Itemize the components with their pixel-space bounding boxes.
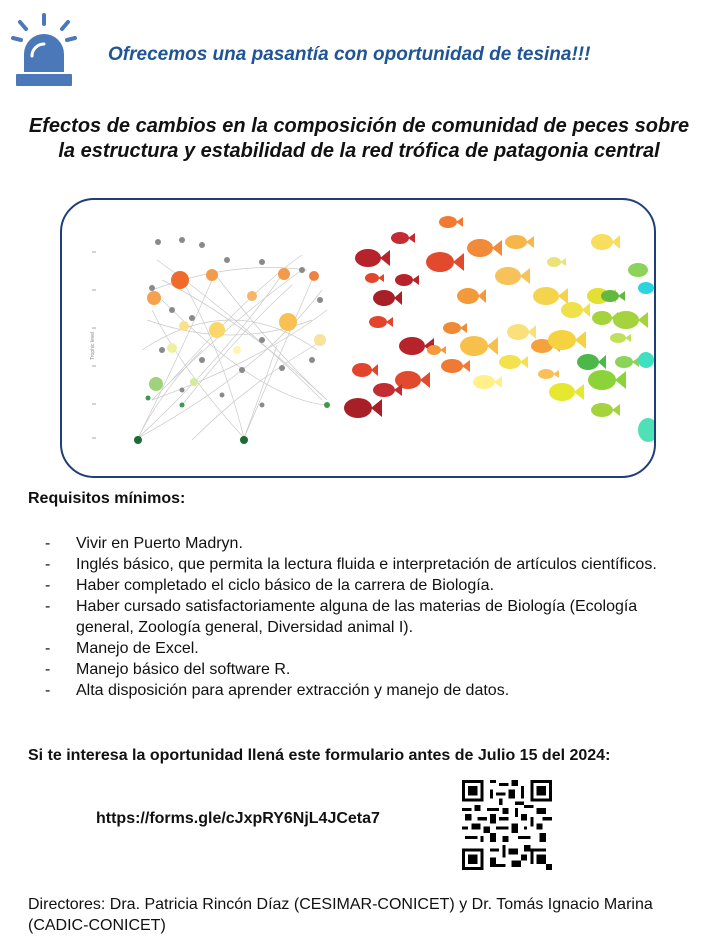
- figure-axis-label: Trophic level: [90, 331, 96, 360]
- siren-alert-icon: [10, 12, 78, 88]
- page-title: Efectos de cambios en la composición de comunidad de peces sobre la estructura y estabilidad de la red trófica de patagonia central: [28, 115, 690, 162]
- list-item: - Manejo básico del software R.: [28, 659, 688, 680]
- food-web-network: [90, 237, 330, 444]
- list-item: - Haber cursado satisfactoriamente alguna de las materias de Biología (Ecología general, Zoología general, Diversidad animal I).: [28, 596, 688, 638]
- directors: Directores: Dra. Patricia Rincón Díaz (CESIMAR-CONICET) y Dr. Tomás Ignacio Marina (CADIC-CONICET): [28, 896, 653, 934]
- list-item: - Manejo de Excel.: [28, 638, 688, 659]
- list-item: - Haber completado el ciclo básico de la carrera de Biología.: [28, 575, 688, 596]
- list-item: - Alta disposición para aprender extracción y manejo de datos.: [28, 680, 688, 701]
- form-link[interactable]: https://forms.gle/cJxpRY6NjL4JCeta7: [96, 810, 380, 827]
- list-item: - Inglés básico, que permita la lectura fluida e interpretación de artículos científicos.: [28, 554, 688, 575]
- figure-panel: [60, 198, 656, 478]
- requirements-list: [28, 533, 688, 701]
- list-item: - Vivir en Puerto Madryn.: [28, 533, 688, 554]
- headline: Ofrecemos una pasantía con oportunidad de tesina!!!: [108, 44, 591, 65]
- requirements-heading: Requisitos mínimos:: [28, 490, 186, 507]
- fish-school: [344, 216, 654, 442]
- call-to-action: Si te interesa la oportunidad llená este formulario antes de Julio 15 del 2024:: [28, 747, 611, 764]
- qr-code-icon[interactable]: [462, 780, 552, 870]
